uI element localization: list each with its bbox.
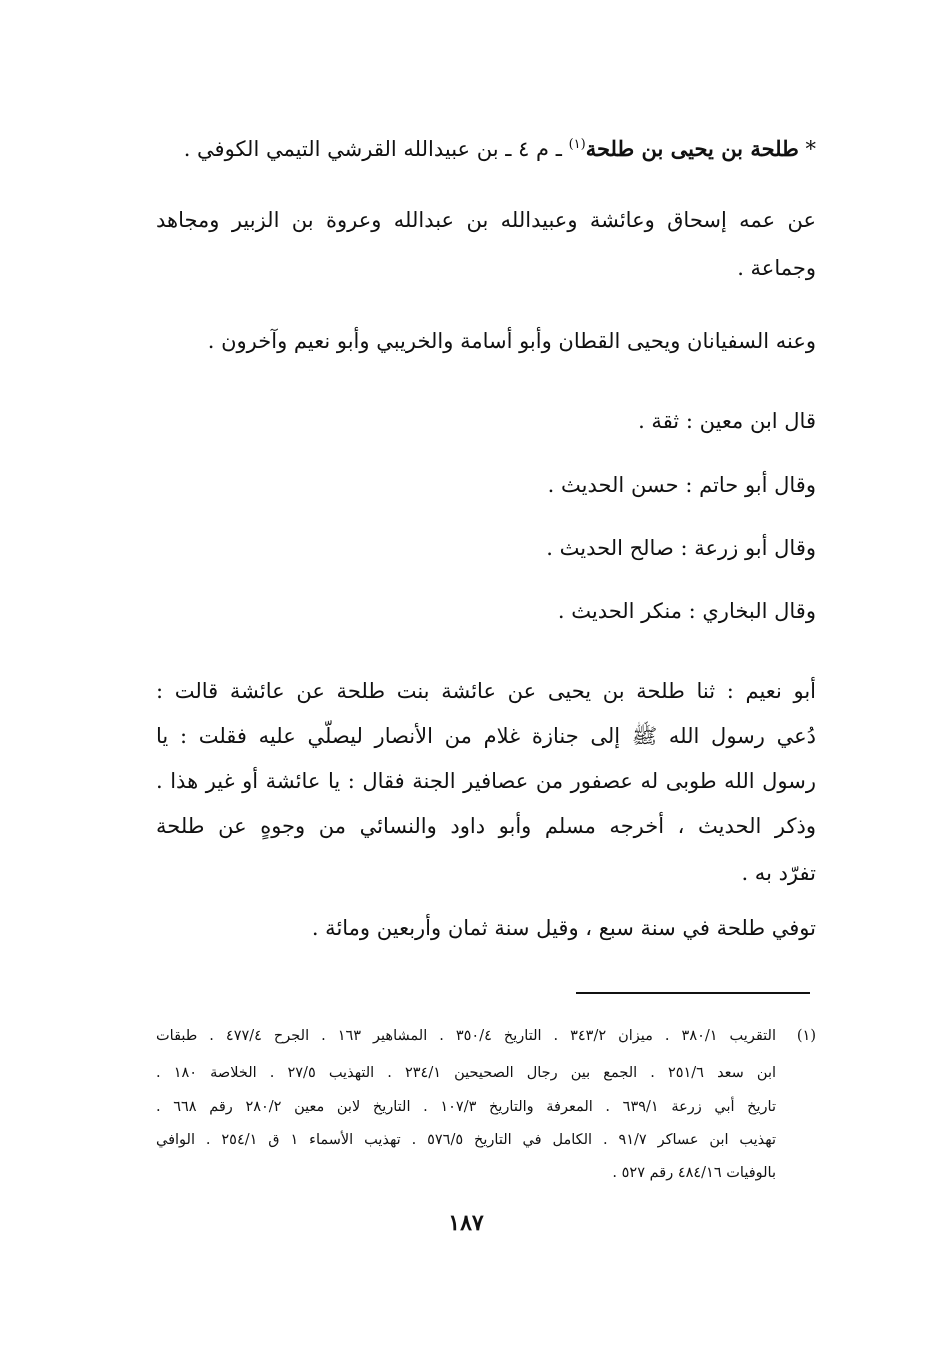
teachers-line-2: وجماعة .	[737, 256, 816, 280]
hadith-line-1: أبو نعيم : ثنا طلحة بن يحيى عن عائشة بنت طلحة عن عائشة قالت :	[156, 679, 816, 703]
hadith-line-4: وذكر الحديث ، أخرجه مسلم وأبو داود والنسائي من وجوهٍ عن طلحة	[156, 814, 816, 838]
opinion-bukhari: وقال البخاري : منكر الحديث .	[557, 599, 816, 623]
entry-heading-rest: ـ م ٤ ـ بن عبيدالله القرشي التيمي الكوفي .	[183, 137, 562, 161]
footnote-line-4: تهذيب ابن عساكر ٩١/٧ . الكامل في التاريخ ٥٧٦/٥ . تهذيب الأسماء ١ ق ٢٥٤/١ . الوافي	[156, 1132, 776, 1148]
footnote-marker[interactable]: (١)	[568, 137, 586, 152]
page-number: ١٨٧	[448, 1210, 484, 1236]
footnote-line-5: بالوفيات ٤٨٤/١٦ رقم ٥٢٧ .	[612, 1165, 776, 1181]
footnote-line-2: ابن سعد ٢٥١/٦ . الجمع بين رجال الصحيحين ٢٣٤/١ . التهذيب ٢٧/٥ . الخلاصة ١٨٠ .	[156, 1065, 777, 1081]
death-line: توفي طلحة في سنة سبع ، وقيل سنة ثمان وأربعين ومائة .	[311, 916, 816, 940]
footnote-separator	[576, 992, 810, 994]
opinion-abu-hatim: وقال أبو حاتم : حسن الحديث .	[547, 473, 816, 497]
hadith-line-3: رسول الله طوبى له عصفور من عصافير الجنة فقال : يا عائشة أو غير هذا .	[156, 769, 816, 793]
students-line: وعنه السفيانان ويحيى القطان وأبو أسامة والخريبي وأبو نعيم وآخرون .	[207, 329, 816, 353]
opinion-ibn-main: قال ابن معين : ثقة .	[638, 409, 816, 433]
hadith-line-2: دُعي رسول الله ﷺ إلى جنازة غلام من الأنصار ليصلّي عليه فقلت : يا	[156, 724, 816, 748]
footnote-number: (١)	[796, 1028, 816, 1044]
entry-bullet: *	[805, 137, 816, 161]
footnote-line-1: التقريب ٣٨٠/١ . ميزان ٣٤٣/٢ . التاريخ ٣٥٠/٤ . المشاهير ١٦٣ . الجرح ٤٧٧/٤ . طبقات	[156, 1028, 776, 1044]
opinion-abu-zura: وقال أبو زرعة : صالح الحديث .	[546, 536, 816, 560]
hadith-line-5: تفرّد به .	[741, 861, 816, 885]
entry-name: طلحة بن يحيى بن طلحة	[585, 136, 799, 161]
teachers-line-1: عن عمه إسحاق وعائشة وعبيدالله بن عبدالله وعروة بن الزبير ومجاهد	[156, 208, 816, 232]
entry-heading	[156, 134, 816, 164]
footnote-line-3: تاريخ أبي زرعة ٦٣٩/١ . المعرفة والتاريخ ١٠٧/٣ . التاريخ لابن معين ٢٨٠/٢ رقم ٦٦٨ .	[156, 1099, 777, 1115]
